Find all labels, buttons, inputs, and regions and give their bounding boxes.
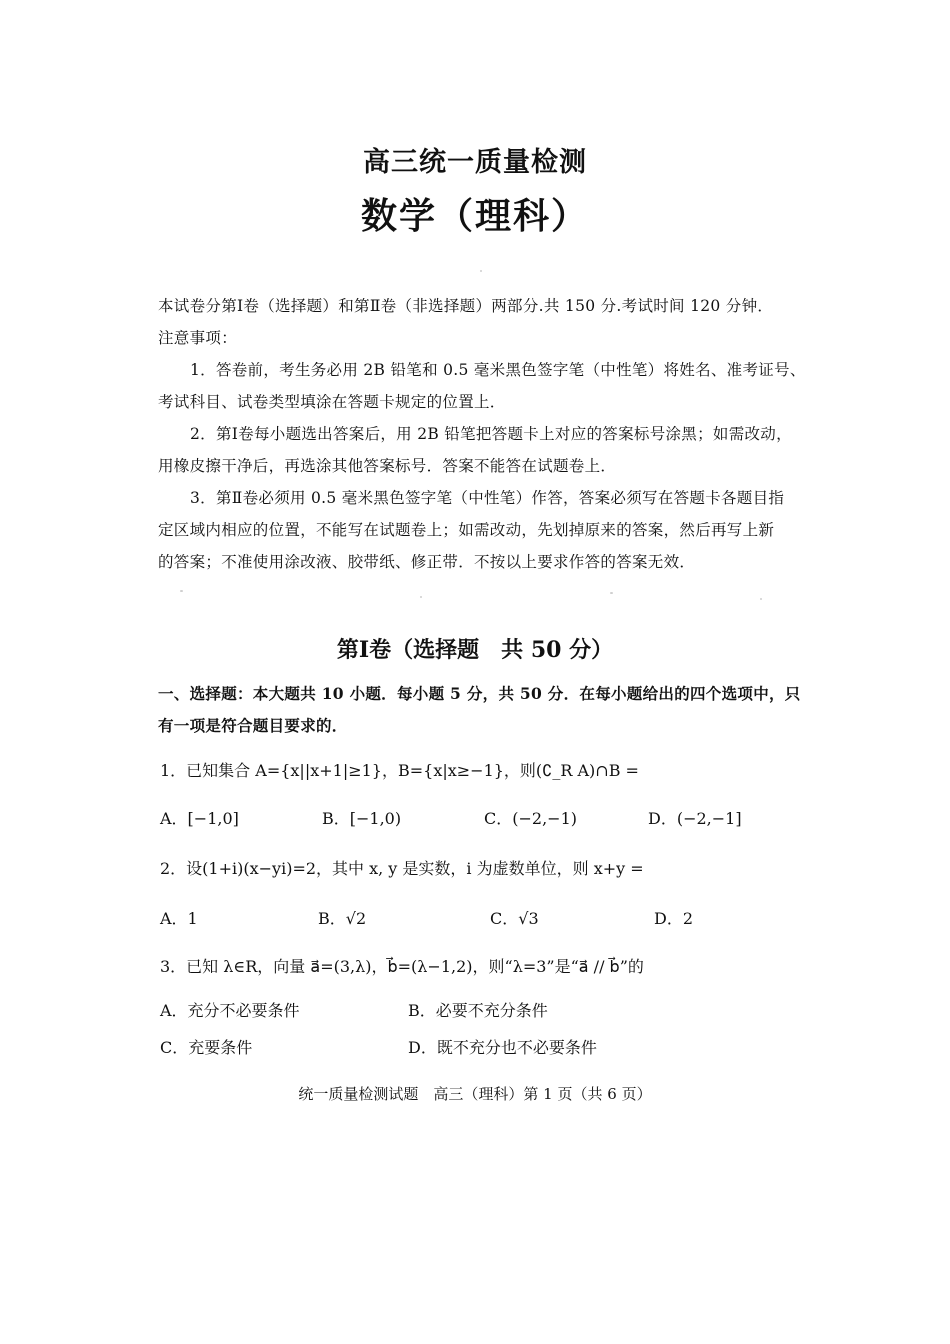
instructions-intro: 本试卷分第Ⅰ卷（选择题）和第Ⅱ卷（非选择题）两部分.共 150 分.考试时间 120 分钟． — [158, 297, 774, 315]
instruction-3-line2: 定区域内相应的位置，不能写在试题卷上；如需改动，先划掉原来的答案，然后再写上新 — [158, 521, 775, 539]
scan-speck — [420, 596, 422, 598]
instruction-1-line2: 考试科目、试卷类型填涂在答题卡规定的位置上． — [158, 393, 506, 411]
question-3-option-d: D．既不充分也不必要条件 — [408, 1038, 597, 1057]
instruction-2-line2: 用橡皮擦干净后，再选涂其他答案标号．答案不能答在试题卷上． — [158, 457, 617, 475]
question-2-option-a: A．1 — [160, 909, 198, 928]
scan-speck — [180, 590, 183, 592]
scan-speck — [760, 598, 762, 600]
instruction-1-line1: 1．答卷前，考生务必用 2B 铅笔和 0.5 毫米黑色签字笔（中性笔）将姓名、准考证号、 — [190, 361, 806, 379]
question-1-option-c: C．(−2,−1) — [484, 809, 577, 828]
question-3-option-b: B．必要不充分条件 — [408, 1001, 548, 1020]
question-1-option-a: A．[−1,0] — [160, 809, 239, 828]
exam-subject: 数学（理科） — [360, 195, 589, 237]
instruction-3-line1: 3．第Ⅱ卷必须用 0.5 毫米黑色签字笔（中性笔）作答，答案必须写在答题卡各题目指 — [190, 489, 785, 507]
section-1-desc-line1: 一、选择题：本大题共 10 小题．每小题 5 分，共 50 分．在每小题给出的四个选项中，只 — [158, 684, 801, 703]
scan-speck — [480, 270, 482, 272]
section-1-desc-line2: 有一项是符合题目要求的． — [158, 716, 348, 735]
question-2-option-d: D．2 — [654, 909, 694, 928]
instruction-3-line3: 的答案；不准使用涂改液、胶带纸、修正带．不按以上要求作答的答案无效． — [158, 553, 696, 571]
notice-label: 注意事项： — [158, 329, 238, 347]
question-3-stem: 3．已知 λ∈R，向量 a⃗=(3,λ)，b⃗=(λ−1,2)，则“λ=3”是“a⃗ // b⃗”的 — [160, 957, 644, 976]
question-2-option-b: B．√2 — [318, 909, 367, 928]
scan-speck — [610, 592, 613, 594]
question-2-stem: 2．设(1+i)(x−yi)=2，其中 x, y 是实数，i 为虚数单位，则 x+y = — [160, 859, 644, 878]
question-3-option-c: C．充要条件 — [160, 1038, 253, 1057]
question-1-option-d: D．(−2,−1] — [648, 809, 742, 828]
question-1-stem: 1．已知集合 A={x||x+1|≥1}，B={x|x≥−1}，则(∁_R A)∩B = — [160, 761, 639, 780]
exam-title: 高三统一质量检测 — [363, 147, 587, 178]
page-footer: 统一质量检测试题 高三（理科）第 1 页（共 6 页） — [298, 1085, 652, 1103]
section-1-title: 第Ⅰ卷（选择题 共 50 分） — [336, 637, 614, 663]
question-2-option-c: C．√3 — [490, 909, 539, 928]
instruction-2-line1: 2．第Ⅰ卷每小题选出答案后，用 2B 铅笔把答题卡上对应的答案标号涂黑；如需改动， — [190, 425, 792, 443]
question-3-option-a: A．充分不必要条件 — [160, 1001, 300, 1020]
question-1-option-b: B．[−1,0) — [322, 809, 402, 828]
